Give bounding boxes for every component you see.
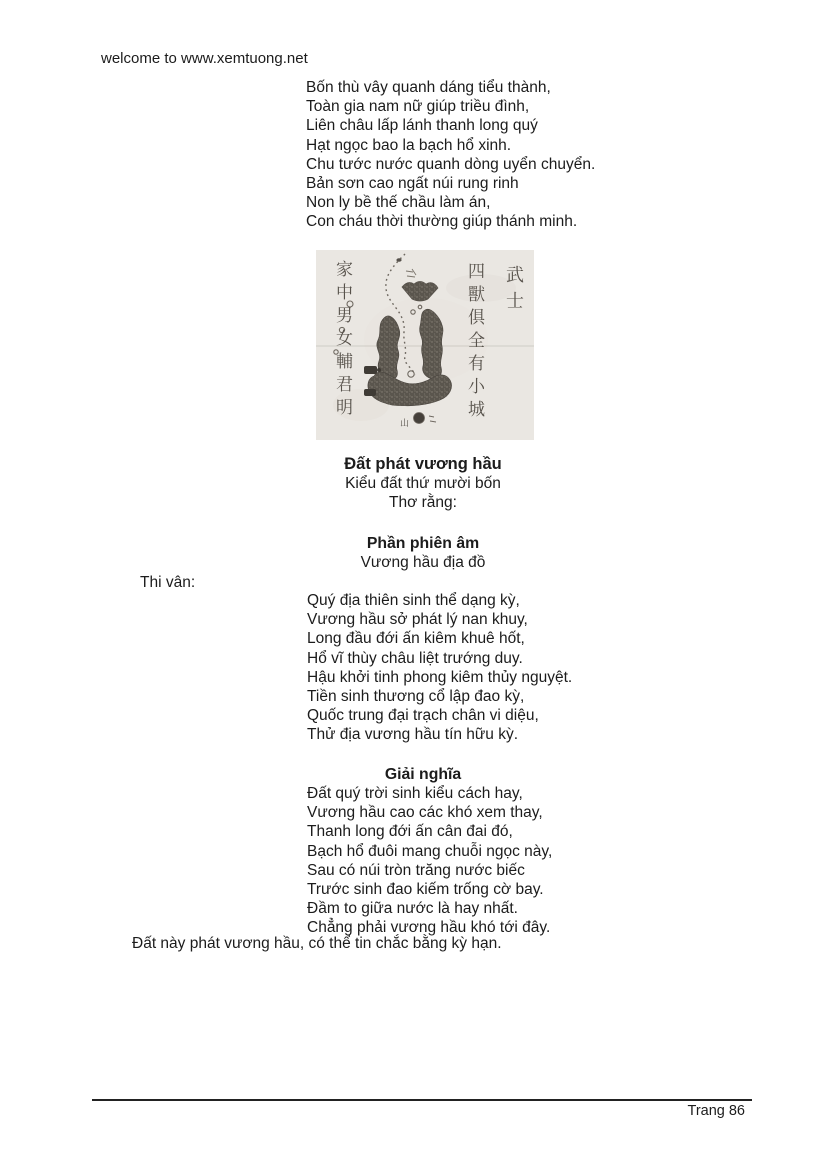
- poem-line: Bốn thù vây quanh dáng tiểu thành,: [306, 79, 551, 96]
- poem-line: Hậu khởi tinh phong kiêm thủy nguyệt.: [307, 668, 573, 686]
- poem-line: Bạch hổ đuôi mang chuỗi ngọc này,: [307, 842, 553, 860]
- poem-line: Bản sơn cao ngất núi rung rinh: [306, 174, 519, 192]
- poem-line: Trước sinh đao kiếm trống cờ bay.: [307, 880, 544, 898]
- figure-caption-left: 家中男女輔君明: [332, 260, 352, 421]
- figure-caption-right-inner: 四獸俱全有小城: [464, 262, 484, 423]
- phonetic-heading: Phần phiên âm: [366, 535, 480, 552]
- closing-sentence: Đất này phát vương hầu, có thể tin chắc bằng kỳ hạn.: [132, 935, 502, 952]
- section-title: Đất phát vương hầu: [344, 455, 502, 473]
- figure-caption-right-outer: 武士: [503, 265, 524, 317]
- site-watermark: welcome to www.xemtuong.net: [101, 50, 308, 67]
- poem-line: Đất quý trời sinh kiểu cách hay,: [307, 785, 523, 802]
- poem-line: Toàn gia nam nữ giúp triều đình,: [306, 98, 530, 116]
- poem-line: Vương hầu cao các khó xem thay,: [307, 804, 543, 822]
- phonetic-lead-in: Thi vân:: [140, 574, 196, 591]
- section-subtitle: Kiểu đất thứ mười bốn: [345, 475, 501, 492]
- poem-line: Chu tước nước quanh dòng uyển chuyển.: [306, 155, 596, 173]
- poem-line: Vương hầu sở phát lý nan khuy,: [307, 611, 528, 629]
- poem-line: Con cháu thời thường giúp thánh minh.: [306, 213, 578, 231]
- map-right-ridge: [420, 309, 443, 379]
- meaning-heading: Giải nghĩa: [384, 766, 462, 783]
- poem-line: Non ly bề thế chầu làm án,: [306, 194, 491, 212]
- poem-line: Chẳng phải vương hầu khó tới đây.: [307, 919, 551, 937]
- phonetic-poem: [307, 591, 572, 745]
- section-lead-in: Thơ rằng:: [389, 494, 457, 511]
- poem-line: Hổ vĩ thùy châu liệt trướng duy.: [307, 649, 523, 667]
- poem-line: Liên châu lấp lánh thanh long quý: [306, 117, 538, 135]
- poem-line: Thanh long đới ấn cân đai đó,: [307, 823, 513, 841]
- poem-line: Hạt ngọc bao la bạch hổ xinh.: [306, 136, 512, 154]
- poem-line: Quốc trung đại trạch chân vi diệu,: [307, 707, 539, 725]
- poem-line: Long đầu đới ấn kiêm khuê hốt,: [307, 630, 525, 648]
- poem-line: Sau có núi tròn trăng nước biếc: [307, 861, 525, 879]
- poem-line: Đầm to giữa nước là hay nhất.: [307, 900, 518, 918]
- footer-divider: [92, 1099, 752, 1101]
- map-base-bulge: [383, 396, 419, 406]
- poem-line: Thử địa vương hầu tín hữu kỳ.: [307, 726, 519, 744]
- meaning-poem: [307, 784, 552, 938]
- page-number-label: Trang 86: [687, 1103, 745, 1119]
- scanned-map-figure: [316, 250, 534, 440]
- poem-line: Tiền sinh thương cổ lập đao kỳ,: [307, 687, 525, 705]
- map-mark-label: 山: [400, 418, 410, 428]
- map-bottom-knoll: [414, 413, 425, 424]
- poem-line: Quý địa thiên sinh thể dạng kỳ,: [307, 592, 520, 609]
- opening-poem: [306, 78, 595, 232]
- phonetic-subheading: Vương hầu địa đồ: [360, 554, 486, 571]
